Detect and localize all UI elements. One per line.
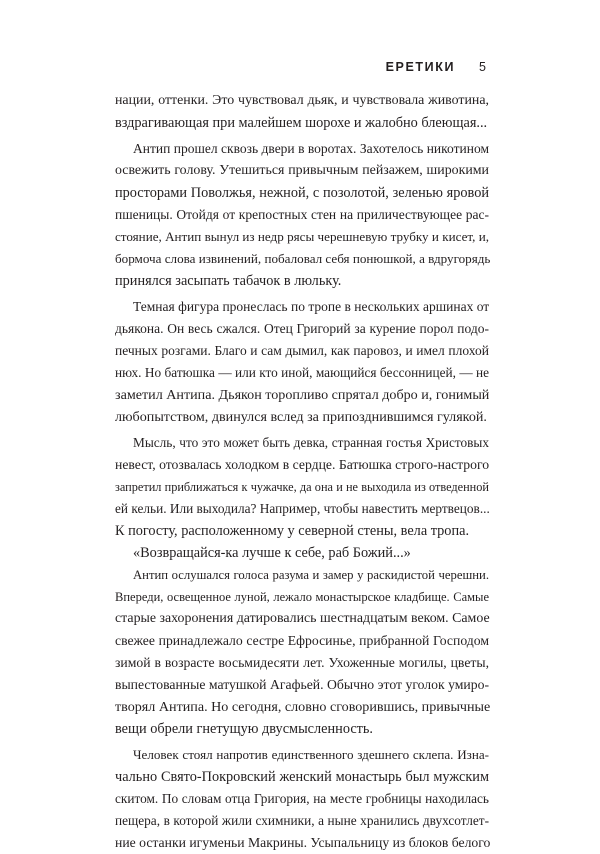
text-line: Антип ослушался голоса разума и замер у раскидистой черешни. [133, 568, 489, 582]
text-body [115, 90, 489, 854]
text-line: Впереди, освещенное луной, лежало монастырское кладбище. Самые [115, 590, 489, 604]
text-line: запретил приближаться к чужачке, да она и не выходила из отведенной [115, 480, 489, 494]
text-line: вздрагивающая при малейшем шорохе и жалобно блеющая... [115, 115, 488, 131]
text-line: творял Антипа. Но сегодня, словно сговорившись, привычные [115, 699, 491, 715]
text-line: зимой в возрасте восьмидесяти лет. Ухоженные могилы, цветы, [115, 655, 489, 670]
page-number: 5 [479, 60, 486, 74]
text-line: печных розгами. Благо и сам дымил, как паровоз, и имел плохой [115, 343, 489, 358]
text-line: скитом. По словам отца Григория, на месте гробницы находилась [115, 791, 489, 806]
text-line: вещи обрели гнетущую двусмысленность. [115, 721, 374, 737]
text-line: пшеницы. Отойдя от крепостных стен на приличествующее рас- [115, 207, 489, 222]
text-line: чально Свято-Покровский женский монастырь был мужским [115, 769, 489, 785]
running-title: ЕРЕТИКИ [385, 60, 456, 74]
text-line: нюх. Но батюшка — или кто иной, мающийся бессонницей, — не [115, 365, 489, 380]
text-line: заметил Антипа. Дьякон торопливо спрятал добро и, гонимый [115, 387, 490, 403]
text-line: любопытством, двинулся вслед за припозднившимся гулякой. [115, 409, 487, 425]
text-line: освежить голову. Утешиться привычным пейзажем, широкими [115, 163, 489, 178]
text-line: ние останки игуменьи Макрины. Усыпальницу из блоков белого [115, 835, 491, 850]
text-line: невест, отозвалась холодком в сердце. Батюшка строго-настрого [115, 457, 490, 472]
text-line: ей кельи. Или выходила? Например, чтобы навестить мертвецов... [115, 501, 490, 516]
running-head [386, 60, 486, 74]
text-line: К погосту, расположенному у северной стены, вела тропа. [115, 523, 470, 539]
text-line: стояние, Антип вынул из недр рясы черешневую трубку и кисет, и, [115, 229, 489, 244]
text-line: свежее принадлежало сестре Ефросинье, прибранной Господом [115, 633, 489, 648]
text-line: выпестованные матушкой Агафьей. Обычно этот уголок умиро- [115, 677, 489, 692]
text-line: Человек стоял напротив единственного здешнего склепа. Изна- [133, 747, 489, 762]
text-line: старые захоронения датировались шестнадцатым веком. Самое [115, 611, 490, 626]
text-line: пещера, в которой жили схимники, а ныне хранились двухсотлет- [115, 813, 489, 828]
text-line: просторами Поволжья, нежной, с позолотой, зеленью яровой [115, 185, 489, 201]
text-line: бормоча слова извинений, побаловал себя понюшкой, а вдругорядь [115, 251, 491, 266]
text-line: Антип прошел сквозь двери в воротах. Захотелось никотином [133, 141, 489, 156]
text-line: Мысль, что это может быть девка, странная гостья Христовых [133, 435, 489, 450]
text-line: дьякона. Он весь сжался. Отец Григорий за курение порол подо- [115, 321, 489, 336]
text-line: принялся засыпать табачок в люльку. [115, 273, 342, 289]
text-line: Темная фигура пронеслась по тропе в нескольких аршинах от [133, 299, 490, 314]
text-line: нации, оттенки. Это чувствовал дьяк, и чувствовала животина, [115, 93, 489, 108]
text-line: «Возвращайся-ка лучше к себе, раб Божий...» [133, 545, 411, 561]
